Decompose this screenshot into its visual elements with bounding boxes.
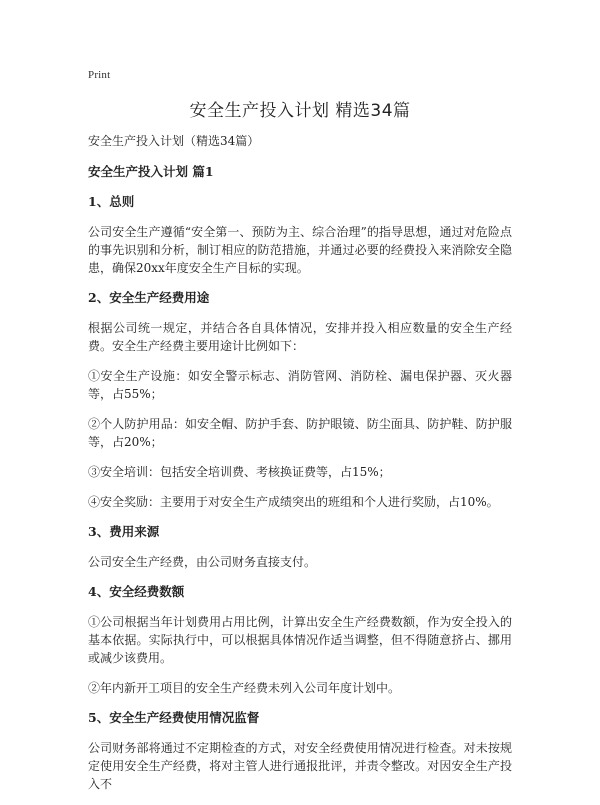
article-heading: 安全生产投入计划 篇1 xyxy=(88,164,214,179)
list-item-safety-rewards: ④安全奖励：主要用于对安全生产成绩突出的班组和个人进行奖励，占10%。 xyxy=(88,495,499,509)
list-item-safety-training: ③安全培训：包括安全培训费、考核换证费等，占15%； xyxy=(88,465,391,479)
section-heading-expense-supervision: 5、安全生产经费使用情况监督 xyxy=(88,710,260,725)
document-title: 安全生产投入计划 精选34篇 xyxy=(189,101,411,121)
paragraph: 公司安全生产遵循“安全第一、预防为主、综合治理”的指导思想，通过对危险点的事先识别和分析，制订相应的防范措施，并通过必要的经费投入来消除安全隐患，确保20xx年度安全生产目标的实现。 xyxy=(88,225,512,275)
paragraph: ②年内新开工项目的安全生产经费未列入公司年度计划中。 xyxy=(88,681,401,695)
section-heading-expense-amount: 4、安全经费数额 xyxy=(88,584,185,599)
print-link[interactable]: Print xyxy=(88,69,111,81)
document-subtitle: 安全生产投入计划（精选34篇） xyxy=(88,134,260,148)
document-body xyxy=(88,132,512,805)
section-heading-general: 1、总则 xyxy=(88,194,135,209)
paragraph: ①公司根据当年计划费用占用比例，计算出安全生产经费数额，作为安全投入的基本依据。实际执行中，可以根据具体情况作适当调整，但不得随意挤占、挪用或减少该费用。 xyxy=(88,615,512,665)
list-item-protective-equipment: ②个人防护用品：如安全帽、防护手套、防护眼镜、防尘面具、防护鞋、防护服等，占20%； xyxy=(88,417,512,449)
section-heading-funding-source: 3、费用来源 xyxy=(88,524,160,539)
section-heading-expense-usage: 2、安全生产经费用途 xyxy=(88,290,210,305)
paragraph: 公司财务部将通过不定期检查的方式，对安全经费使用情况进行检查。对未按规定使用安全生产经费，将对主管人进行通报批评，并责令整改。对因安全生产投入不 xyxy=(88,741,512,791)
list-item-safety-facilities: ①安全生产设施：如安全警示标志、消防管网、消防栓、漏电保护器、灭火器等，占55%； xyxy=(88,369,512,401)
paragraph: 公司安全生产经费，由公司财务直接支付。 xyxy=(88,555,317,569)
paragraph: 根据公司统一规定，并结合各自具体情况，安排并投入相应数量的安全生产经费。安全生产经费主要用途计比例如下： xyxy=(88,321,512,353)
